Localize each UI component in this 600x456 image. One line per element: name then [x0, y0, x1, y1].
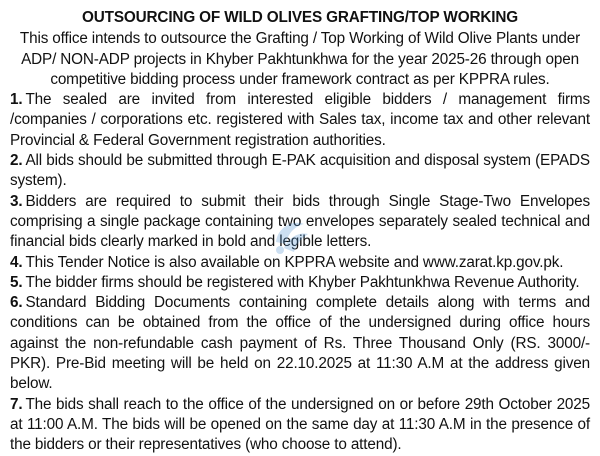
notice-item-7 — [10, 395, 590, 456]
item-number: 6. — [10, 294, 23, 312]
item-number: 5. — [10, 273, 23, 291]
notice-item-1 — [10, 90, 590, 151]
notice-intro: This office intends to outsource the Grafting / Top Working of Wild Olive Plants under ADP/ NON-ADP projects in Khyber Pakhtunkhwa for the year 2025-26 through open competitive bidding process under framework contract as per KPPRA rules. — [19, 30, 581, 88]
item-text: Bidders are required to submit their bids through Single Stage-Two Envelopes comprising a single package containing two envelopes separately sealed technical and financial bids clearly marked in bold and legible letters. — [10, 192, 590, 251]
item-text: The bidder firms should be registered with Khyber Pakhtunkhwa Revenue Authority. — [25, 273, 580, 291]
newspaper-watermark-icon — [268, 212, 314, 258]
item-number: 1. — [10, 91, 23, 109]
item-text: The bids shall reach to the office of the undersigned on or before 29th October 2025 at 11:00 A.M. The bids will be opened on the same day at 11:30 A.M in the presence of the bidders or their representatives (who choose to attend). — [10, 395, 590, 454]
notice-item-5 — [10, 273, 590, 293]
notice-item-2 — [10, 151, 590, 192]
item-number: 4. — [10, 253, 23, 271]
item-text: This Tender Notice is also available on KPPRA website and www.zarat.kp.gov.pk. — [25, 253, 564, 271]
item-text: The sealed are invited from interested eligible bidders / management firms /companies / corporations etc. registered with Sales tax, income tax and other relevant Provincial & Federal Government registration authorities. — [10, 91, 590, 149]
item-text: Standard Bidding Documents containing complete details along with terms and conditions can be obtained from the office of the undersigned during office hours against the non-refundable cash payment of Rs. Three Thousand Only (RS. 3000/-PKR). Pre-Bid meeting will be held on 22.10.2025 at 11:30 A.M at the address given below. — [10, 294, 590, 393]
notice-title: OUTSOURCING OF WILD OLIVES GRAFTING/TOP WORKING — [82, 9, 518, 26]
item-number: 3. — [10, 192, 23, 210]
notice-item-6 — [10, 293, 590, 394]
item-number: 7. — [10, 395, 23, 413]
item-text: All bids should be submitted through E-PAK acquisition and disposal system (EPADS system). — [10, 152, 590, 190]
item-number: 2. — [10, 152, 23, 170]
